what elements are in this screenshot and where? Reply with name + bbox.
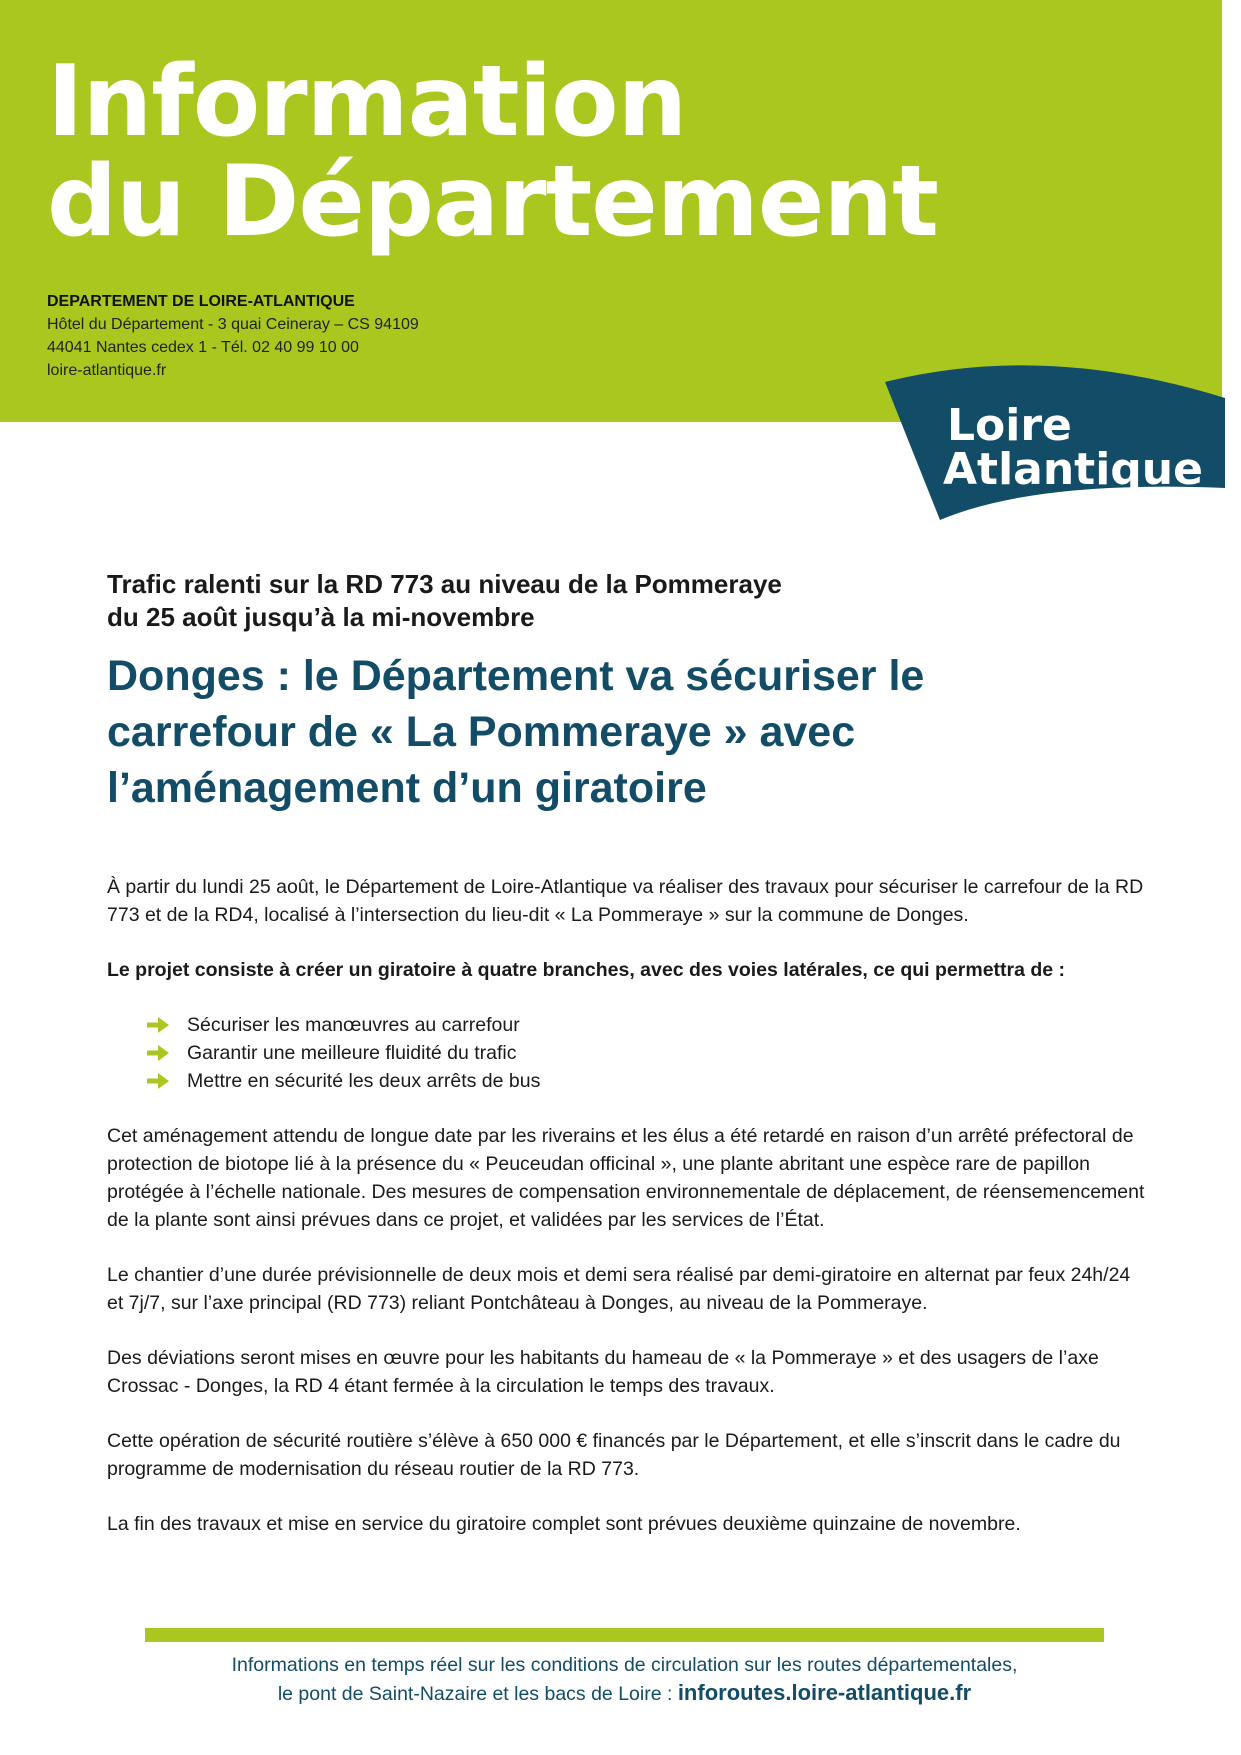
paragraph-intro: À partir du lundi 25 août, le Département de Loire-Atlantique va réaliser des travaux pour sécuriser le carrefour de la RD 773 et de la RD4, localisé à l’intersection du lieu-dit « La Pommeraye » sur la commune de Donges. — [107, 876, 1144, 926]
header-title-line2: du Département — [47, 145, 938, 259]
arrow-right-icon — [147, 1045, 169, 1061]
header-title — [47, 45, 938, 259]
footer-line1: Informations en temps réel sur les conditions de circulation sur les routes départementales, — [231, 1654, 1018, 1676]
paragraph-biotope: Cet aménagement attendu de longue date par les riverains et les élus a été retardé en raison d’un arrêté préfectoral de protection de biotope lié à la présence du « Peuceudan officinal », une plante abritant une espèce rare de papillon protégée à l’échelle nationale. Des mesures de compensation environnementale de déplacement, de réensemencement de la plante sont ainsi prévues dans ce projet, et validées par les services de l’État. — [107, 1125, 1145, 1231]
headline-line1: Donges : le Département va sécuriser le — [107, 652, 925, 700]
arrow-right-icon — [147, 1073, 169, 1089]
loire-atlantique-logo — [885, 360, 1225, 535]
list-item — [147, 1039, 1147, 1067]
department-website[interactable]: loire-atlantique.fr — [47, 362, 167, 379]
logo-line2: Atlantique — [943, 444, 1203, 495]
article-headline — [107, 648, 1147, 816]
logo-line1: Loire — [947, 400, 1072, 451]
department-address — [47, 290, 419, 382]
article-kicker — [107, 568, 1147, 634]
article-body — [107, 873, 1147, 1565]
arrow-right-icon — [147, 1017, 169, 1033]
address-line1: Hôtel du Département - 3 quai Ceineray – CS 94109 — [47, 316, 419, 333]
inforoutes-link[interactable]: inforoutes.loire-atlantique.fr — [677, 1680, 972, 1705]
list-item — [147, 1011, 1147, 1039]
footer-info — [145, 1651, 1104, 1708]
paragraph-funding: Cette opération de sécurité routière s’élève à 650 000 € financés par le Département, et elle s’inscrit dans le cadre du programme de modernisation du réseau routier de la RD 773. — [107, 1430, 1121, 1480]
paragraph-project: Le projet consiste à créer un giratoire à quatre branches, avec des voies latérales, ce qui permettra de : — [107, 959, 1066, 981]
header-title-line1: Information — [47, 45, 687, 159]
paragraph-completion: La fin des travaux et mise en service du giratoire complet sont prévues deuxième quinzaine de novembre. — [107, 1513, 1021, 1535]
kicker-line1: Trafic ralenti sur la RD 773 au niveau de la Pommeraye — [107, 569, 782, 599]
paragraph-schedule: Le chantier d’une durée prévisionnelle de deux mois et demi sera réalisé par demi-giratoire en alternat par feux 24h/24 et 7j/7, sur l’axe principal (RD 773) reliant Pontchâteau à Donges, au niveau de la Pommeraye. — [107, 1264, 1131, 1314]
list-item-text: Mettre en sécurité les deux arrêts de bus — [187, 1070, 541, 1092]
list-item-text: Garantir une meilleure fluidité du trafic — [187, 1042, 517, 1064]
address-line2: 44041 Nantes cedex 1 - Tél. 02 40 99 10 00 — [47, 339, 359, 356]
paragraph-detours: Des déviations seront mises en œuvre pour les habitants du hameau de « la Pommeraye » et des usagers de l’axe Crossac - Donges, la RD 4 étant fermée à la circulation le temps des travaux. — [107, 1347, 1099, 1397]
footer-line2-prefix: le pont de Saint-Nazaire et les bacs de Loire : — [277, 1683, 673, 1705]
footer-divider — [145, 1628, 1104, 1642]
footer-line2 — [145, 1679, 1104, 1708]
list-item-text: Sécuriser les manœuvres au carrefour — [187, 1014, 520, 1036]
article-header — [107, 568, 1147, 816]
department-name: DEPARTEMENT DE LOIRE-ATLANTIQUE — [47, 293, 355, 310]
kicker-line2: du 25 août jusqu’à la mi-novembre — [107, 602, 535, 632]
benefits-list — [107, 1011, 1147, 1095]
headline-line2: carrefour de « La Pommeraye » avec — [107, 708, 856, 756]
headline-line3: l’aménagement d’un giratoire — [107, 764, 707, 812]
list-item — [147, 1067, 1147, 1095]
